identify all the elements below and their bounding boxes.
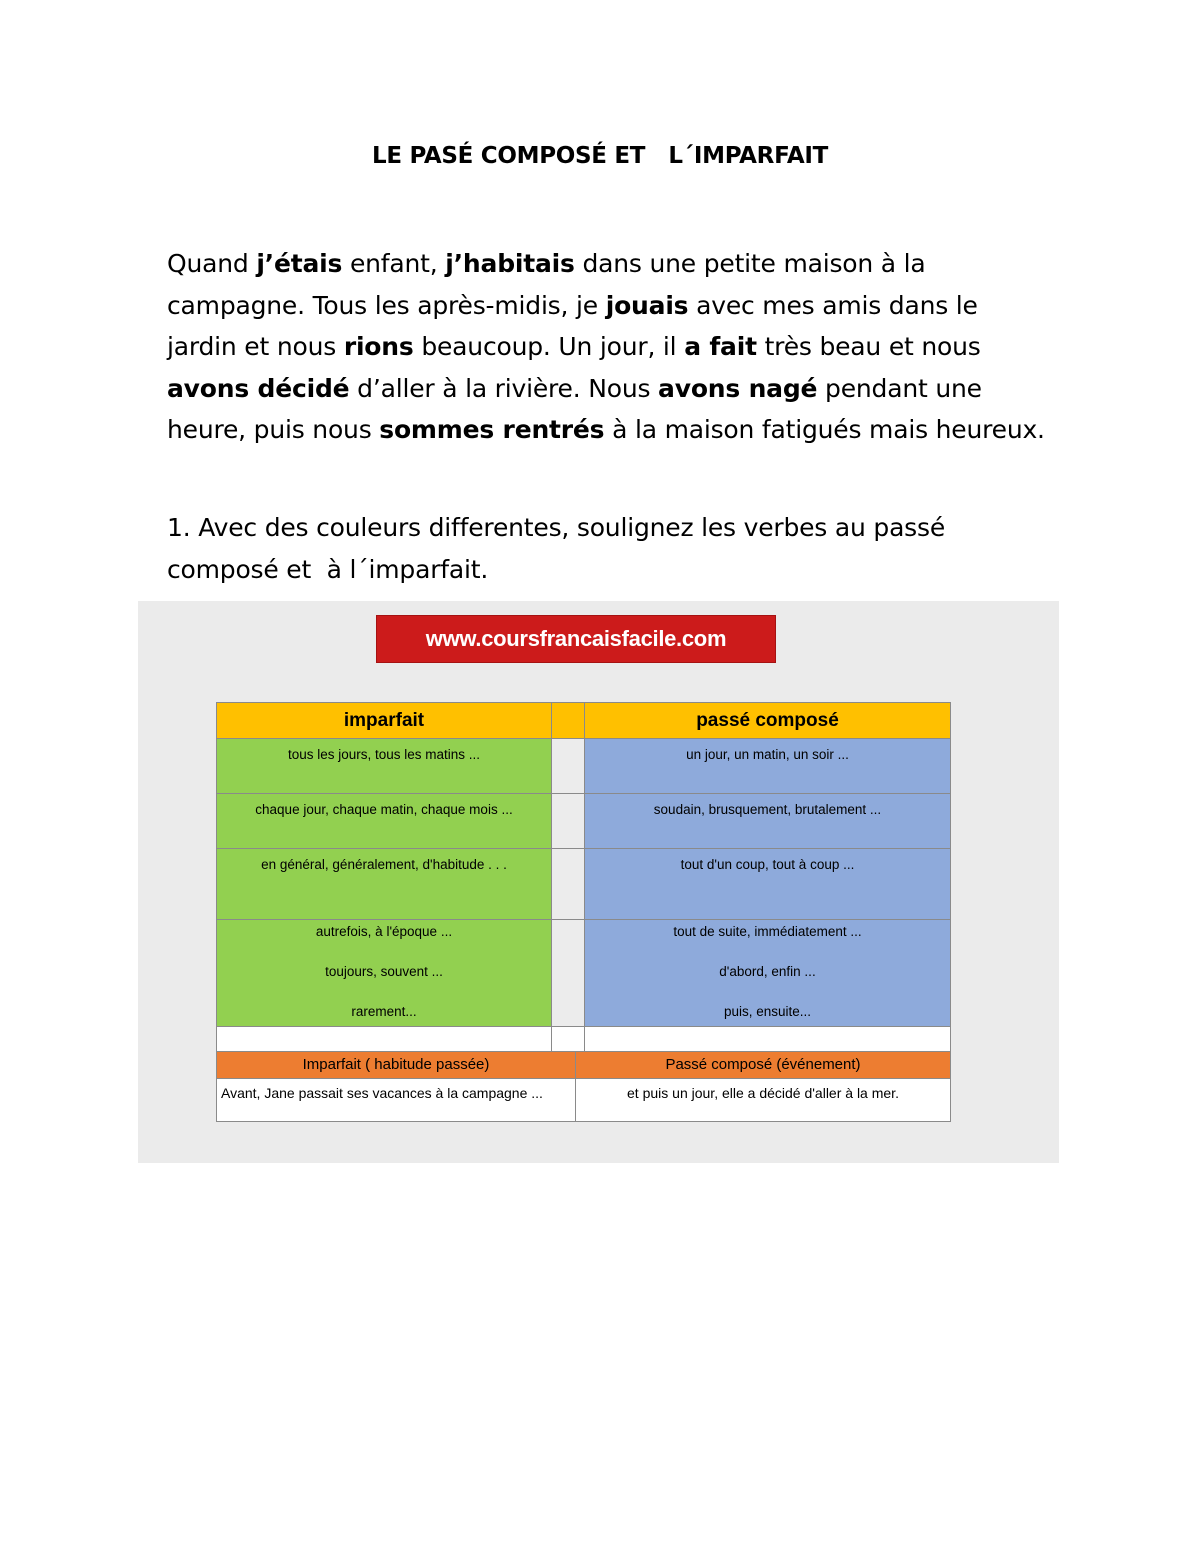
bottom-header-row bbox=[216, 1051, 951, 1079]
reading-paragraph bbox=[167, 243, 1047, 451]
paragraph-text: Quand bbox=[167, 249, 257, 278]
passe-compose-cell: tout d'un coup, tout à coup ... bbox=[584, 848, 951, 920]
imparfait-cell bbox=[216, 919, 552, 1027]
passe-compose-item: tout de suite, immédiatement ... bbox=[673, 924, 862, 939]
passe-compose-cell: un jour, un matin, un soir ... bbox=[584, 738, 951, 794]
spacer-cell bbox=[551, 738, 585, 794]
imparfait-item: autrefois, à l'époque ... bbox=[315, 924, 453, 939]
imparfait-item: toujours, souvent ... bbox=[325, 964, 443, 979]
highlighted-verb: avons décidé bbox=[167, 373, 350, 403]
paragraph-text: d’aller à la rivière. Nous bbox=[349, 373, 659, 403]
paragraph-text: très beau et nous bbox=[756, 332, 981, 361]
spacer-cell bbox=[551, 919, 585, 1027]
website-banner: www.coursfrancaisfacile.com bbox=[376, 615, 776, 663]
paragraph-text: beaucoup. Un jour, il bbox=[413, 332, 685, 361]
highlighted-verb: j’étais bbox=[256, 249, 343, 278]
passe-compose-cell bbox=[584, 919, 951, 1027]
paragraph-text: à la maison fatigués mais heureux. bbox=[604, 415, 1045, 444]
bottom-header-passe-compose: Passé composé (événement) bbox=[575, 1051, 951, 1079]
bottom-header-imparfait: Imparfait ( habitude passée) bbox=[216, 1051, 576, 1079]
tense-chart-image bbox=[138, 601, 1059, 1163]
exercise-question: 1. Avec des couleurs differentes, soulignez les verbes au passé composé et à l´imparfait. bbox=[167, 513, 953, 584]
table-row bbox=[216, 848, 951, 920]
paragraph-text: pendant une heure, puis nous bbox=[167, 373, 982, 444]
header-imparfait: imparfait bbox=[216, 702, 552, 739]
imparfait-cell: en général, généralement, d'habitude . . . bbox=[216, 848, 552, 920]
table-row bbox=[216, 793, 951, 849]
example-row bbox=[216, 1078, 951, 1122]
paragraph-text: avec mes amis dans le jardin et nous bbox=[167, 290, 978, 361]
passe-compose-item: puis, ensuite... bbox=[723, 1004, 812, 1019]
imparfait-cell: chaque jour, chaque matin, chaque mois ... bbox=[216, 793, 552, 849]
passe-compose-cell: soudain, brusquement, brutalement ... bbox=[584, 793, 951, 849]
paragraph-text: je bbox=[576, 290, 598, 320]
table-row bbox=[216, 919, 951, 1027]
paragraph-text: dans une petite maison à la campagne. Tous les après-midis, bbox=[167, 249, 926, 320]
header-passe-compose: passé composé bbox=[584, 702, 951, 739]
blank-cell bbox=[216, 1026, 552, 1052]
imparfait-item: rarement... bbox=[351, 1004, 417, 1019]
table-row bbox=[216, 738, 951, 794]
highlighted-verb: rions bbox=[343, 332, 414, 361]
highlighted-verb: jouais bbox=[605, 290, 689, 320]
imparfait-cell: tous les jours, tous les matins ... bbox=[216, 738, 552, 794]
blank-cell bbox=[584, 1026, 951, 1052]
highlighted-verb: a fait bbox=[684, 332, 757, 361]
paragraph-text: enfant, bbox=[342, 249, 446, 278]
blank-cell bbox=[551, 1026, 585, 1052]
passe-compose-item: d'abord, enfin ... bbox=[719, 964, 816, 979]
highlighted-verb: avons nagé bbox=[658, 373, 818, 403]
example-passe-compose: et puis un jour, elle a décidé d'aller à la mer. bbox=[575, 1078, 951, 1122]
table-header-row bbox=[216, 702, 951, 739]
header-spacer bbox=[551, 702, 585, 739]
spacer-cell bbox=[551, 848, 585, 920]
page-title: LE PASÉ COMPOSÉ ET L´IMPARFAIT bbox=[371, 143, 828, 169]
highlighted-verb: j’habitais bbox=[445, 249, 575, 278]
highlighted-verb: sommes rentrés bbox=[379, 415, 605, 444]
table-blank-row bbox=[216, 1026, 951, 1052]
example-imparfait: Avant, Jane passait ses vacances à la campagne ... bbox=[216, 1078, 576, 1122]
paragraph-text bbox=[598, 291, 606, 320]
spacer-cell bbox=[551, 793, 585, 849]
